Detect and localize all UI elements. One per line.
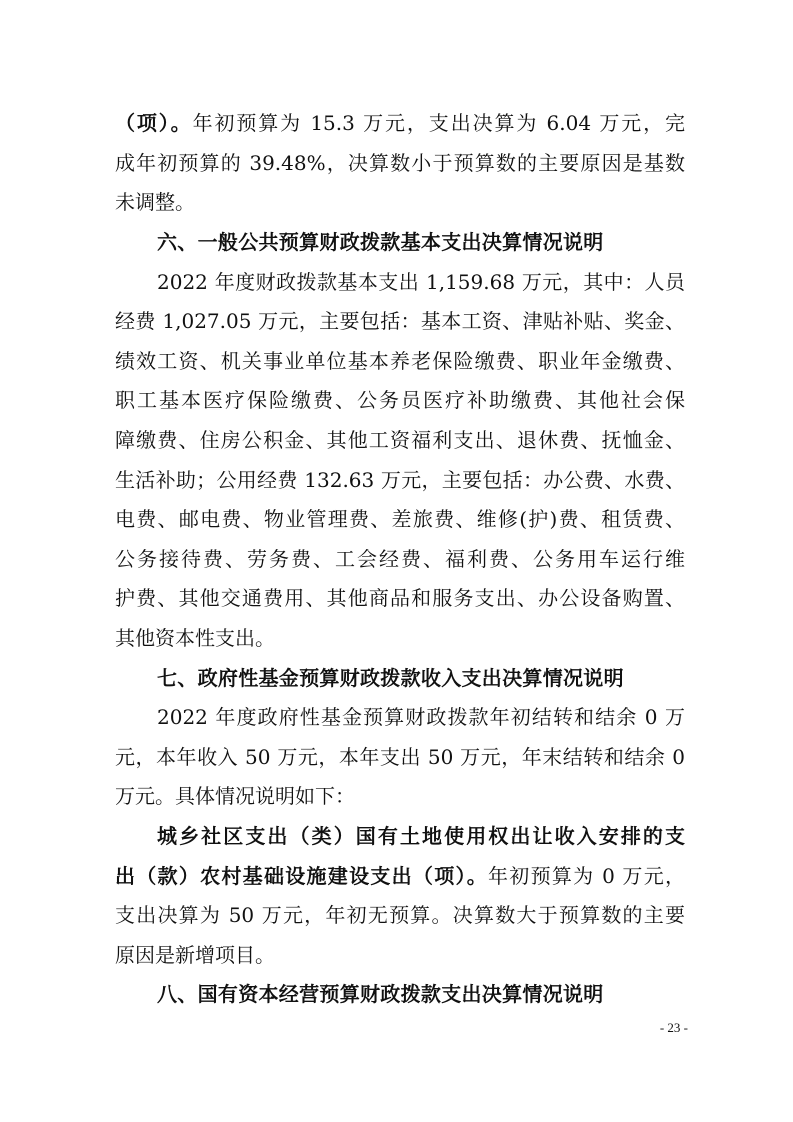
paragraph-line: 职工基本医疗保险缴费、公务员医疗补助缴费、其他社会保 bbox=[115, 388, 685, 412]
section-heading-7: 七、政府性基金预算财政拨款收入支出决算情况说明 bbox=[157, 666, 624, 690]
paragraph-line: 公务接待费、劳务费、工会经费、福利费、公务用车运行维 bbox=[115, 547, 685, 571]
paragraph-line: 经费 1,027.05 万元，主要包括：基本工资、津贴补贴、奖金、 bbox=[115, 309, 685, 333]
paragraph-line: 2022 年度政府性基金预算财政拨款年初结转和结余 0 万 bbox=[157, 705, 685, 729]
paragraph-line: 未调整。 bbox=[115, 190, 195, 214]
paragraph-line: 护费、其他交通费用、其他商品和服务支出、办公设备购置、 bbox=[115, 586, 685, 610]
paragraph-line: 绩效工资、机关事业单位基本养老保险缴费、职业年金缴费、 bbox=[115, 349, 685, 373]
paragraph-line: 电费、邮电费、物业管理费、差旅费、维修(护)费、租赁费、 bbox=[115, 507, 685, 531]
text-run: 年初预算为 0 万元， bbox=[488, 864, 685, 888]
paragraph-line bbox=[115, 109, 685, 137]
section-heading-6: 六、一般公共预算财政拨款基本支出决算情况说明 bbox=[157, 230, 604, 254]
paragraph-line: 元，本年收入 50 万元，本年支出 50 万元，年末结转和结余 0 bbox=[115, 745, 685, 769]
paragraph-line: 成年初预算的 39.48%，决算数小于预算数的主要原因是基数 bbox=[115, 151, 685, 175]
bold-term: （项）。 bbox=[115, 111, 193, 135]
paragraph-line: 城乡社区支出（类）国有土地使用权出让收入安排的支 bbox=[157, 824, 685, 848]
section-heading-8: 八、国有资本经营预算财政拨款支出决算情况说明 bbox=[157, 982, 604, 1006]
paragraph-line: 2022 年度财政拨款基本支出 1,159.68 万元，其中：人员 bbox=[157, 270, 685, 294]
paragraph-line: 其他资本性支出。 bbox=[115, 626, 275, 650]
paragraph-line: 原因是新增项目。 bbox=[115, 943, 275, 967]
paragraph-line bbox=[115, 862, 685, 890]
paragraph-line: 支出决算为 50 万元，年初无预算。决算数大于预算数的主要 bbox=[115, 903, 685, 927]
paragraph-line: 万元。具体情况说明如下： bbox=[115, 784, 355, 808]
bold-term: 出（款）农村基础设施建设支出（项）。 bbox=[115, 864, 489, 888]
paragraph-line: 生活补助；公用经费 132.63 万元，主要包括：办公费、水费、 bbox=[115, 468, 685, 492]
text-run: 年初预算为 15.3 万元，支出决算为 6.04 万元，完 bbox=[192, 111, 685, 135]
paragraph-line: 障缴费、住房公积金、其他工资福利支出、退休费、抚恤金、 bbox=[115, 428, 685, 452]
page-number: - 23 - bbox=[659, 1020, 688, 1035]
